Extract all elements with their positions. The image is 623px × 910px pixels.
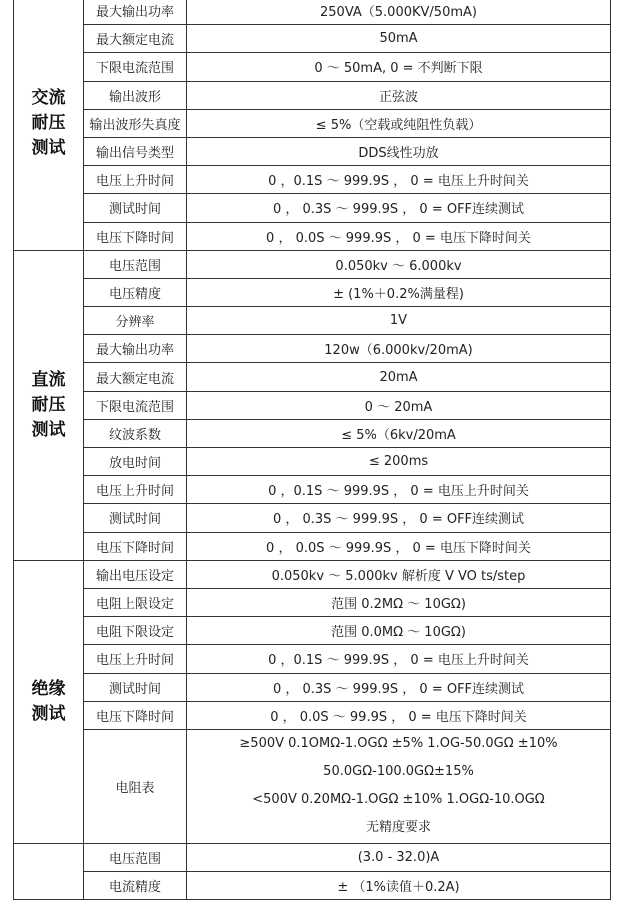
row-label: 电压上升时间 [84,166,187,194]
row-label: 电压精度 [84,278,187,306]
table-row [14,81,611,109]
row-value: 0 ～ 50mA, 0 = 不判断下限 [187,53,611,81]
row-value: 20mA [187,363,611,391]
row-label: 电压范围 [84,843,187,871]
table-row [14,250,611,278]
row-label: 电阻表 [84,729,187,843]
table-row [14,476,611,504]
row-label: 测试时间 [84,673,187,701]
table-row [14,335,611,363]
table-row [14,588,611,616]
table-row [14,25,611,53]
row-value: 0 ～ 20mA [187,391,611,419]
row-value: 0 ， 0.3S ～ 999.9S ， 0 = OFF连续测试 [187,673,611,701]
table-row [14,53,611,81]
row-label: 纹波系数 [84,419,187,447]
table-row [14,871,611,899]
section-title-dc-withstand: 直流耐压测试 [14,250,84,560]
table-row [14,109,611,137]
row-label: 电压下降时间 [84,701,187,729]
table-row [14,532,611,560]
row-value: ≤ 5%（6kv/20mA [187,419,611,447]
section-title-insulation: 绝缘测试 [14,560,84,843]
row-label: 最大输出功率 [84,0,187,25]
row-value: 0 ， 0.3S ～ 999.9S ， 0 = OFF连续测试 [187,194,611,222]
table-row [14,729,611,843]
table-row [14,0,611,25]
row-label: 下限电流范围 [84,53,187,81]
row-value: (3.0 - 32.0)A [187,843,611,871]
row-label: 测试时间 [84,504,187,532]
table-row [14,194,611,222]
row-label: 输出波形失真度 [84,109,187,137]
resistance-meter-value [187,729,611,843]
table-row [14,560,611,588]
section-title-ac-withstand: 交流耐压测试 [14,0,84,250]
row-label: 放电时间 [84,448,187,476]
row-label: 电压范围 [84,250,187,278]
row-label: 输出信号类型 [84,137,187,165]
row-value: 0 ， 0.3S ～ 999.9S ， 0 = OFF连续测试 [187,504,611,532]
row-label: 电流精度 [84,871,187,899]
row-value: 0 ，0.1S ～ 999.9S ， 0 = 电压上升时间关 [187,476,611,504]
section-title-untitled [14,843,84,899]
table-row [14,137,611,165]
row-label: 电阻上限设定 [84,588,187,616]
resistance-line: <500V 0.20MΩ-1.OGΩ ±10% 1.OGΩ-10.OGΩ [252,792,545,808]
row-label: 电压下降时间 [84,532,187,560]
resistance-line: 无精度要求 [365,820,431,836]
row-value: ± (1%＋0.2%满量程) [187,278,611,306]
table-row [14,363,611,391]
row-label: 电压上升时间 [84,645,187,673]
row-value: 范围 0.2MΩ ～ 10GΩ) [187,588,611,616]
table-row [14,701,611,729]
table-row [14,843,611,871]
row-value: 0.050kv ～ 6.000kv [187,250,611,278]
row-label: 分辨率 [84,307,187,335]
table-row [14,419,611,447]
row-value: 0 ， 0.0S ～ 99.9S ， 0 = 电压下降时间关 [187,701,611,729]
row-label: 最大输出功率 [84,335,187,363]
table-row [14,166,611,194]
row-value: 120w（6.000kv/20mA) [187,335,611,363]
row-value: ± （1%读值＋0.2A) [187,871,611,899]
row-value: 50mA [187,25,611,53]
row-label: 最大额定电流 [84,363,187,391]
row-label: 电压上升时间 [84,476,187,504]
row-value: 范围 0.0MΩ ～ 10GΩ) [187,617,611,645]
row-label: 输出电压设定 [84,560,187,588]
row-label: 电阻下限设定 [84,617,187,645]
row-value: ≤ 200ms [187,448,611,476]
resistance-line: 50.0GΩ-100.0GΩ±15% [323,764,474,780]
table-row [14,391,611,419]
row-label: 下限电流范围 [84,391,187,419]
resistance-line: ≥500V 0.1OMΩ-1.OGΩ ±5% 1.OG-50.0GΩ ±10% [239,735,558,751]
row-value: DDS线性功放 [187,137,611,165]
row-label: 输出波形 [84,81,187,109]
table-row [14,617,611,645]
row-value: 1V [187,307,611,335]
row-value: 正弦波 [187,81,611,109]
row-label: 最大额定电流 [84,25,187,53]
row-value: 0 ，0.1S ～ 999.9S ， 0 = 电压上升时间关 [187,645,611,673]
row-value: 0 ，0.1S ～ 999.9S ， 0 = 电压上升时间关 [187,166,611,194]
row-label: 电压下降时间 [84,222,187,250]
table-row [14,673,611,701]
table-row [14,448,611,476]
row-value: 0 ， 0.0S ～ 999.9S ， 0 = 电压下降时间关 [187,222,611,250]
row-value: 0.050kv ～ 5.000kv 解析度 V VO ts/step [187,560,611,588]
spec-table [13,0,611,900]
table-row [14,504,611,532]
table-row [14,278,611,306]
table-row [14,307,611,335]
row-label: 测试时间 [84,194,187,222]
table-row [14,222,611,250]
table-row [14,645,611,673]
row-value: ≤ 5%（空载或纯阻性负载） [187,109,611,137]
row-value: 250VA（5.000KV/50mA) [187,0,611,25]
row-value: 0 ， 0.0S ～ 999.9S ， 0 = 电压下降时间关 [187,532,611,560]
